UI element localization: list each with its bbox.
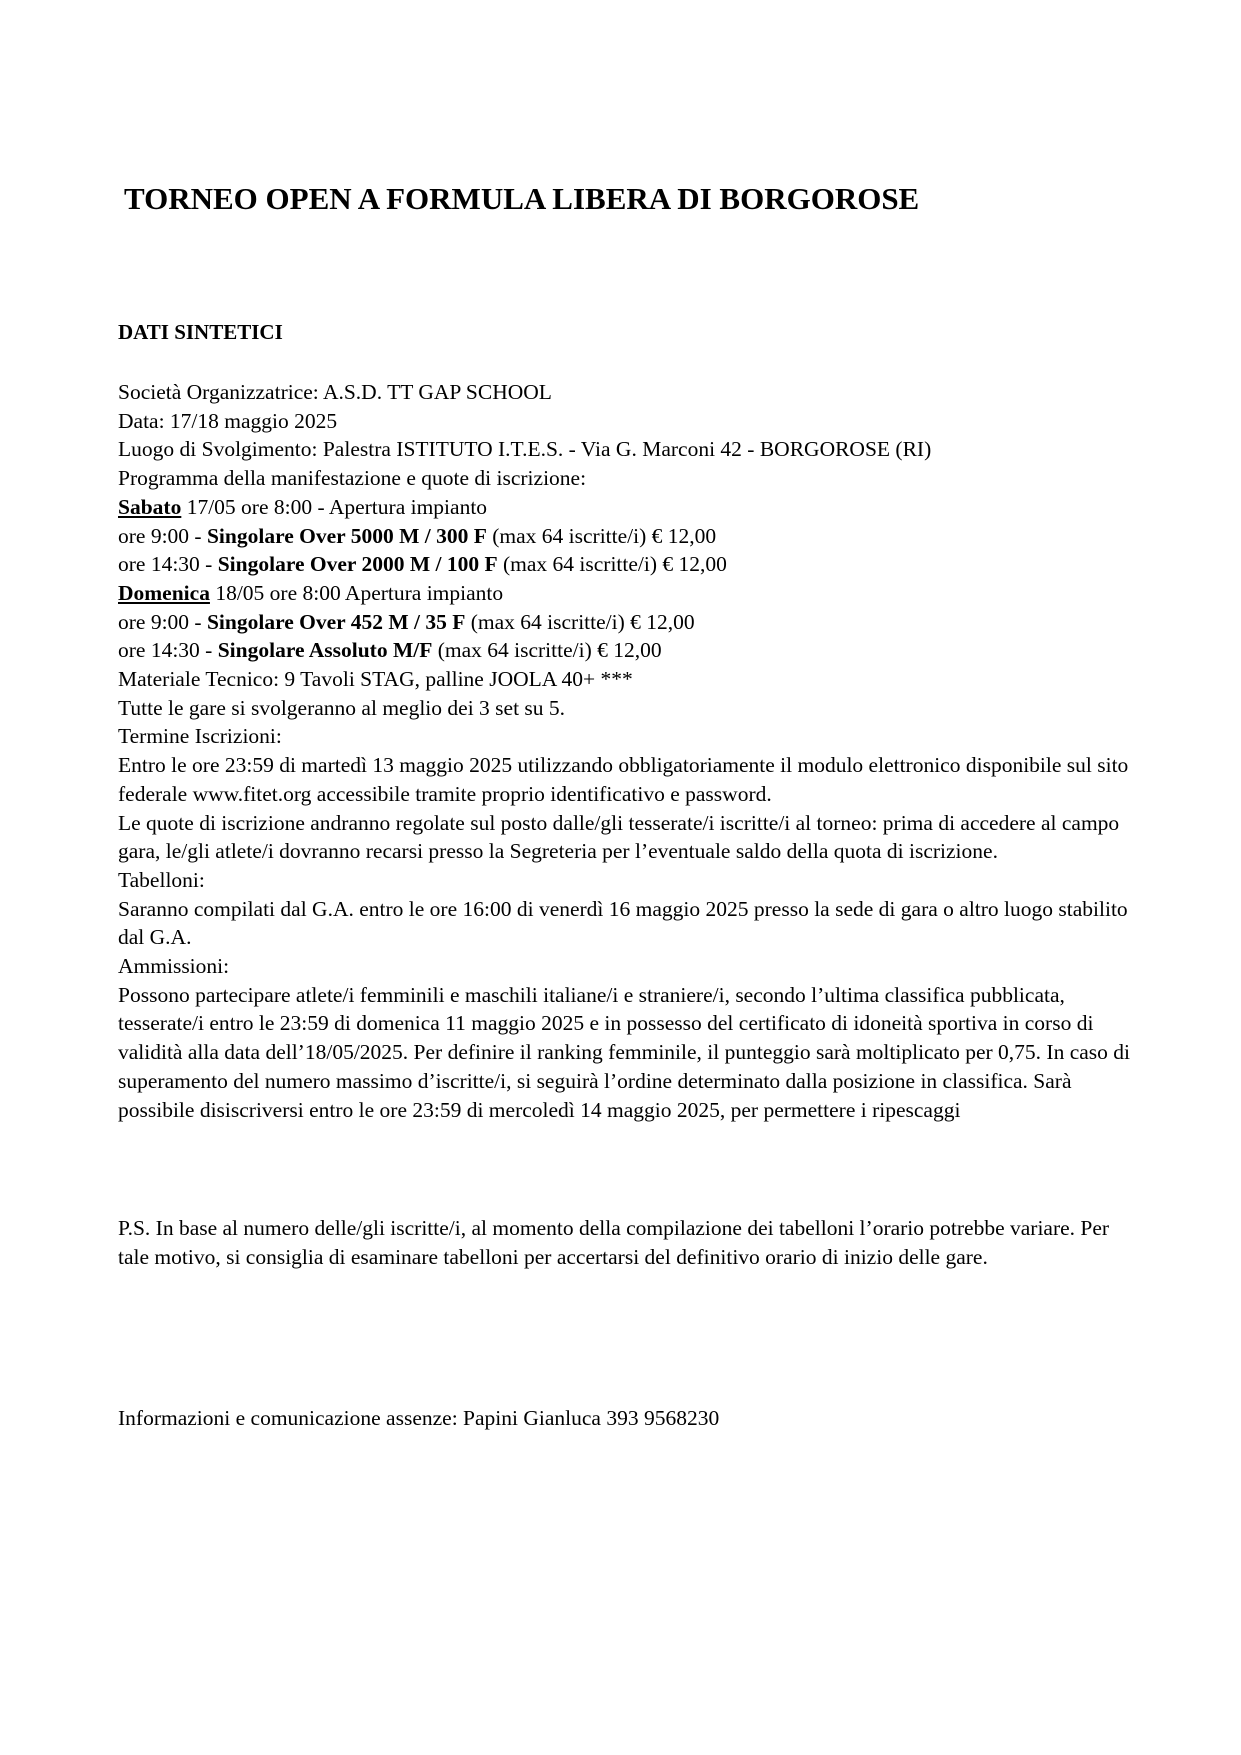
ps-text: P.S. In base al numero delle/gli iscritte/i, al momento della compilazione dei tabelloni l’orario potrebbe variare.: [118, 1216, 1076, 1240]
draws-heading: Tabelloni:: [118, 867, 205, 892]
event-line: [118, 608, 1138, 637]
fees-text: Le quote di iscrizione andranno regolate sul posto dalle/gli tesserate/i iscritte/i al torneo: prima di accedere al campo gara, le/gli atlete/i dovranno recarsi presso la Segreteria per l’eventuale saldo della quota di iscrizione.: [118, 810, 1120, 864]
event-line: [118, 522, 1138, 551]
event-details: (max 64 iscritte/i) € 12,00: [465, 609, 695, 634]
ps-advice: Per tale motivo, si consiglia di esaminare tabelloni per accertarsi del definitivo orario di inizio delle gare.: [118, 1216, 1110, 1269]
date-line: Data: 17/18 maggio 2025: [118, 408, 338, 433]
event-time: ore 9:00 -: [118, 609, 207, 634]
document-title: TORNEO OPEN A FORMULA LIBERA DI BORGOROSE: [124, 181, 920, 216]
admissions-text: Possono partecipare atlete/i femminili e maschili italiane/i e straniere/i, secondo l’ultima classifica pubblicata, tesserate/i entro le 23:59 di domenica 11 maggio 2025 e in possesso del certificato di idoneità sportiva in corso di validità alla data dell’18/05/2025. Per definire il ranking femminile, il punteggio sarà moltiplicato per 0,75. In caso di superamento del numero massimo d’iscritte/i, si seguirà l’ordine determinato dalla posizione in classifica. Sarà possibile disiscriversi entro le ore 23:59 di mercoledì 14 maggio 2025, per permettere i ripescaggi: [118, 982, 1131, 1122]
event-name: Singolare Assoluto M/F: [217, 638, 433, 663]
document-body: [118, 378, 1138, 1124]
event-details: (max 64 iscritte/i) € 12,00: [486, 523, 717, 548]
sunday-label: Domenica: [118, 580, 210, 605]
saturday-opening: 17/05 ore 8:00 - Apertura impianto: [181, 494, 488, 519]
event-time: ore 14:30 -: [118, 638, 218, 663]
material-line: Materiale Tecnico: 9 Tavoli STAG, palline JOOLA 40+ ***: [118, 667, 633, 692]
contact-line: Informazioni e comunicazione assenze: Papini Gianluca 393 9568230: [118, 1406, 720, 1430]
sunday-opening: 18/05 ore 8:00 Apertura impianto: [209, 580, 504, 605]
event-name: Singolare Over 452 M / 35 F: [206, 609, 466, 634]
event-time: ore 14:30 -: [118, 552, 218, 577]
event-line: [118, 636, 1138, 665]
event-time: ore 9:00 -: [118, 523, 207, 548]
event-name: Singolare Over 2000 M / 100 F: [217, 552, 498, 577]
event-details: (max 64 iscritte/i) € 12,00: [432, 638, 662, 663]
venue-line: Luogo di Svolgimento: Palestra ISTITUTO I.T.E.S. - Via G. Marconi 42 - BORGOROSE (RI): [118, 437, 932, 462]
ps-note: [118, 1214, 1138, 1271]
program-line: Programma della manifestazione e quote di iscrizione:: [118, 466, 587, 491]
organizer-line: Società Organizzatrice: A.S.D. TT GAP SCHOOL: [118, 380, 552, 404]
sets-line: Tutte le gare si svolgeranno al meglio dei 3 set su 5.: [118, 695, 566, 720]
sunday-line: [118, 579, 1138, 608]
registration-text: Entro le ore 23:59 di martedì 13 maggio 2025 utilizzando obbligatoriamente il modulo elettronico disponibile sul sito federale www.fitet.org accessibile tramite proprio identificativo e password.: [118, 753, 1129, 806]
saturday-line: [118, 493, 1138, 522]
event-line: [118, 550, 1138, 579]
section-title: DATI SINTETICI: [118, 320, 283, 344]
event-details: (max 64 iscritte/i) € 12,00: [497, 552, 727, 577]
event-name: Singolare Over 5000 M / 300 F: [206, 523, 487, 548]
registration-heading: Termine Iscrizioni:: [118, 724, 282, 749]
saturday-label: Sabato: [118, 494, 182, 519]
admissions-heading: Ammissioni:: [118, 954, 230, 979]
draws-text: Saranno compilati dal G.A. entro le ore 16:00 di venerdì 16 maggio 2025 presso la sede di gara o altro luogo stabilito dal G.A.: [118, 896, 1128, 950]
